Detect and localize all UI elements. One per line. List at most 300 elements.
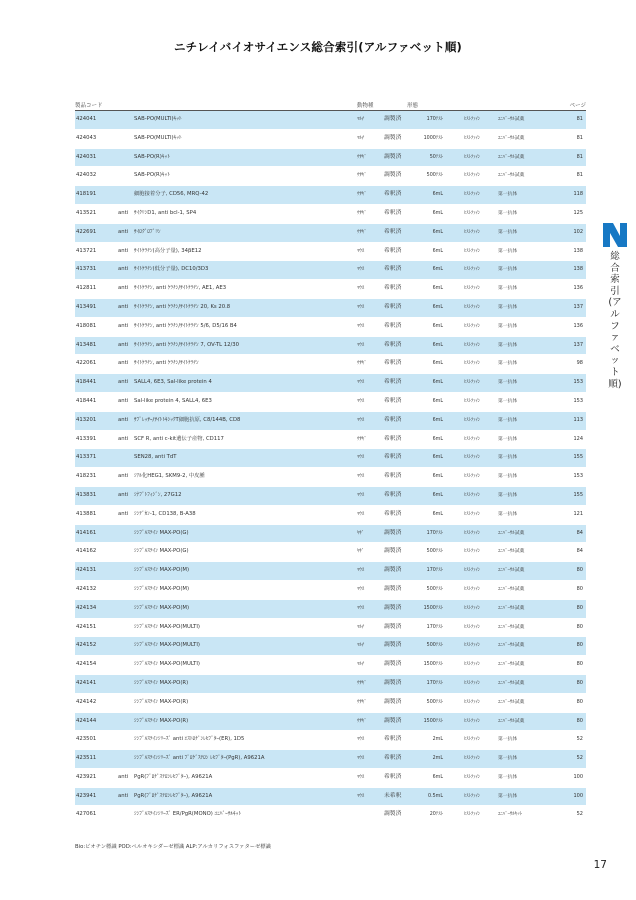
product-name: ｻｲｸﾘﾝD1, anti bcl-1, SP4: [134, 209, 197, 216]
amount: 500ﾃｽﾄ: [426, 173, 443, 179]
dilution-status: 調製済: [384, 134, 402, 141]
method: ﾋｽﾄﾌｧｲﾝ: [464, 342, 481, 348]
species: ﾏﾙﾁ: [357, 135, 365, 141]
anti-prefix: anti: [118, 473, 129, 480]
product-name: SAB-PO(MULTI)ｷｯﾄ: [134, 134, 182, 141]
page-ref: 80: [576, 661, 583, 668]
method: ﾋｽﾄﾌｧｲﾝ: [464, 248, 481, 254]
product-code: 422061: [76, 360, 97, 367]
species: ﾏｳｽ: [357, 605, 365, 611]
page-ref: 136: [573, 322, 583, 329]
method: ﾋｽﾄﾌｧｲﾝ: [464, 398, 481, 404]
anti-prefix: anti: [118, 773, 129, 780]
method: ﾋｽﾄﾌｧｲﾝ: [464, 286, 481, 292]
dilution-status: 希釈済: [384, 285, 402, 292]
product-name: ｻｲﾄｹﾗﾁﾝ, anti ｹﾗﾁﾝ/ｻｲﾄｹﾗﾁﾝ, AE1, AE3: [134, 285, 227, 292]
header-form: 形態: [407, 103, 419, 109]
dilution-status: 希釈済: [384, 360, 402, 367]
table-row: [75, 656, 586, 674]
anti-prefix: anti: [118, 228, 129, 235]
page-ref: 100: [573, 792, 583, 799]
table-row: [75, 769, 586, 787]
table-row: [75, 280, 586, 298]
product-name: ｻｲﾄｹﾗﾁﾝ, anti ｹﾗﾁﾝ/ｻｲﾄｹﾗﾁﾝ 20, Ks 20.8: [134, 303, 231, 310]
dilution-status: 希釈済: [384, 191, 402, 198]
method: ﾋｽﾄﾌｧｲﾝ: [464, 173, 481, 179]
product-code: 423511: [76, 755, 97, 762]
method: ﾋｽﾄﾌｧｲﾝ: [464, 117, 481, 122]
method: ﾋｽﾄﾌｧｲﾝ: [464, 624, 481, 630]
product-table: [75, 111, 586, 825]
table-row: [75, 713, 586, 731]
species: ﾔｷﾞ: [357, 530, 365, 536]
product-code: 413831: [76, 491, 97, 498]
table-row: [75, 431, 586, 449]
anti-prefix: anti: [118, 341, 129, 348]
method: ﾋｽﾄﾌｧｲﾝ: [464, 229, 481, 235]
method: ﾋｽﾄﾌｧｲﾝ: [464, 511, 481, 517]
product-code: 424141: [76, 679, 97, 686]
page-ref: 80: [576, 585, 583, 592]
product-code: 413201: [76, 416, 97, 423]
product-code: 424144: [76, 717, 97, 724]
product-name: ｻｲﾄｹﾗﾁﾝ, anti ｹﾗﾁﾝ/ｻｲﾄｹﾗﾁﾝ: [134, 360, 199, 367]
brand-logo-icon: [603, 223, 627, 247]
product-name: Sal-like protein 4, SALL4, 6E3: [134, 397, 212, 404]
page-ref: 52: [576, 755, 583, 762]
reagent-type: 第一抗体: [498, 267, 518, 273]
product-name: SAB-PO(R)ｷｯﾄ: [134, 172, 170, 179]
table-row: [75, 750, 586, 768]
product-name: ｼﾝﾌﾟﾙｽﾃｲﾝ MAX-PO(G): [134, 529, 189, 536]
dilution-status: 希釈済: [384, 228, 402, 235]
reagent-type: 第一抗体: [498, 474, 518, 480]
table-row: [75, 167, 586, 185]
amount: 6mL: [432, 417, 443, 423]
method: ﾋｽﾄﾌｧｲﾝ: [464, 756, 481, 762]
species: ｳｻｷﾞ: [357, 154, 367, 160]
amount: 500ﾃｽﾄ: [426, 549, 443, 555]
product-name: ｼﾝﾌﾟﾙｽﾃｲﾝ MAX-PO(MULTI): [134, 623, 200, 630]
dilution-status: 希釈済: [384, 247, 402, 254]
product-code: 413721: [76, 247, 97, 254]
header-page: ページ: [569, 103, 586, 109]
anti-prefix: anti: [118, 360, 129, 367]
dilution-status: 希釈済: [384, 755, 402, 762]
table-row: [75, 186, 586, 204]
product-code: 423921: [76, 773, 97, 780]
method: ﾋｽﾄﾌｧｲﾝ: [464, 680, 481, 686]
species: ﾏﾙﾁ: [357, 117, 365, 122]
product-code: 413371: [76, 454, 97, 461]
table-row: [75, 224, 586, 242]
header-code: 製品コード: [75, 103, 103, 109]
reagent-type: 第一抗体: [498, 774, 518, 780]
product-name: ｻｲﾄｹﾗﾁﾝ, anti ｹﾗﾁﾝ/ｻｲﾄｹﾗﾁﾝ 5/6, D5/16 B4: [134, 322, 237, 329]
reagent-type: ﾕﾆﾊﾞｰｻﾙ試薬: [498, 699, 525, 705]
amount: 6mL: [432, 455, 443, 461]
table-row: [75, 731, 586, 749]
dilution-status: 希釈済: [384, 322, 402, 329]
table-row: [75, 130, 586, 148]
page-ref: 80: [576, 698, 583, 705]
dilution-status: 希釈済: [384, 435, 402, 442]
reagent-type: 第一抗体: [498, 304, 518, 310]
reagent-type: ﾕﾆﾊﾞｰｻﾙ試薬: [498, 605, 525, 611]
reagent-type: ﾕﾆﾊﾞｰｻﾙ試薬: [498, 568, 525, 574]
amount: 50ﾃｽﾄ: [429, 154, 443, 160]
table-row: [75, 412, 586, 430]
page-ref: 80: [576, 623, 583, 630]
product-name: ｼﾝﾌﾟﾙｽﾃｲﾝｼﾘｰｽﾞ anti ｴｽﾄﾛｹﾞﾝﾚｾﾌﾟﾀｰ(ER), 1D5: [134, 736, 245, 743]
amount: 2mL: [432, 737, 443, 743]
dilution-status: 希釈済: [384, 379, 402, 386]
amount: 6mL: [432, 304, 443, 310]
product-code: 427061: [76, 811, 97, 818]
product-name: ｼﾝﾃﾞｶﾝ-1, CD138, B-A38: [134, 510, 196, 517]
dilution-status: 調製済: [384, 567, 402, 574]
method: ﾋｽﾄﾌｧｲﾝ: [464, 793, 481, 799]
species: ﾏｳｽ: [357, 586, 365, 592]
amount: 6mL: [432, 774, 443, 780]
table-row: [75, 675, 586, 693]
page-ref: 155: [573, 491, 583, 498]
method: ﾋｽﾄﾌｧｲﾝ: [464, 530, 481, 536]
anti-prefix: anti: [118, 209, 129, 216]
species: ｳｻｷﾞ: [357, 192, 367, 198]
dilution-status: 希釈済: [384, 341, 402, 348]
page-ref: 80: [576, 604, 583, 611]
amount: 170ﾃｽﾄ: [426, 680, 443, 686]
table-row: [75, 355, 586, 373]
table-row: [75, 393, 586, 411]
page-ref: 84: [576, 529, 583, 536]
product-code: 424041: [76, 116, 97, 122]
reagent-type: ﾕﾆﾊﾞｰｻﾙ試薬: [498, 173, 525, 179]
page-ref: 52: [576, 736, 583, 743]
amount: 170ﾃｽﾄ: [426, 624, 443, 630]
dilution-status: 希釈済: [384, 510, 402, 517]
product-name: ｻﾌﾟﾚｯｻｰ/ｻｲﾄﾄｷｼｯｸT細胞抗原, C8/144B, CD8: [134, 416, 241, 423]
page-ref: 81: [576, 172, 583, 179]
anti-prefix: anti: [118, 379, 129, 386]
reagent-type: 第一抗体: [498, 380, 518, 386]
reagent-type: ﾕﾆﾊﾞｰｻﾙ試薬: [498, 117, 525, 122]
method: ﾋｽﾄﾌｧｲﾝ: [464, 417, 481, 423]
dilution-status: 調製済: [384, 604, 402, 611]
product-name: 細胞接着分子, CD56, MRQ-42: [134, 191, 209, 198]
amount: 0.5mL: [428, 793, 443, 799]
page-number: 17: [593, 859, 607, 871]
page-ref: 81: [576, 116, 583, 122]
product-code: 424031: [76, 153, 97, 160]
dilution-status: 希釈済: [384, 397, 402, 404]
species: ﾏｳｽ: [357, 455, 365, 461]
product-name: ｻｲﾄｹﾗﾁﾝ(低分子量), DC10/3D3: [134, 266, 209, 273]
amount: 6mL: [432, 436, 443, 442]
anti-prefix: anti: [118, 416, 129, 423]
table-row: [75, 581, 586, 599]
product-code: 414162: [76, 548, 97, 555]
amount: 6mL: [432, 210, 443, 216]
product-name: ｼﾝﾌﾟﾙｽﾃｲﾝ MAX-PO(M): [134, 604, 190, 611]
amount: 1500ﾃｽﾄ: [423, 718, 443, 724]
reagent-type: 第一抗体: [498, 192, 518, 198]
amount: 170ﾃｽﾄ: [426, 568, 443, 574]
page-ref: 124: [573, 435, 583, 442]
product-code: 424131: [76, 567, 97, 574]
method: ﾋｽﾄﾌｧｲﾝ: [464, 474, 481, 480]
amount: 500ﾃｽﾄ: [426, 643, 443, 649]
page-ref: 138: [573, 266, 583, 273]
page-ref: 153: [573, 397, 583, 404]
product-code: 413391: [76, 435, 97, 442]
method: ﾋｽﾄﾌｧｲﾝ: [464, 267, 481, 273]
method: ﾋｽﾄﾌｧｲﾝ: [464, 718, 481, 724]
dilution-status: 希釈済: [384, 209, 402, 216]
species: ﾏｳｽ: [357, 737, 365, 743]
amount: 170ﾃｽﾄ: [426, 117, 443, 122]
species: ﾏﾙﾁ: [357, 662, 365, 668]
reagent-type: ﾕﾆﾊﾞｰｻﾙ試薬: [498, 530, 525, 536]
table-row: [75, 374, 586, 392]
product-code: 418231: [76, 473, 97, 480]
reagent-type: 第一抗体: [498, 323, 518, 329]
table-row: [75, 243, 586, 261]
anti-prefix: anti: [118, 397, 129, 404]
product-name: PgR(ﾌﾟﾛｹﾞｽﾃﾛﾝﾚｾﾌﾟﾀｰ), A9621A: [134, 773, 213, 780]
dilution-status: 調製済: [384, 172, 402, 179]
product-code: 418441: [76, 379, 97, 386]
amount: 6mL: [432, 492, 443, 498]
page-ref: 98: [576, 360, 583, 367]
species: ｳｻｷﾞ: [357, 229, 367, 235]
product-code: 424151: [76, 623, 97, 630]
table-row: [75, 694, 586, 712]
method: ﾋｽﾄﾌｧｲﾝ: [464, 361, 481, 367]
amount: 6mL: [432, 229, 443, 235]
method: ﾋｽﾄﾌｧｲﾝ: [464, 568, 481, 574]
product-name: ｼｱﾙ化HEG1, SKM9-2, 中皮腫: [134, 473, 205, 480]
method: ﾋｽﾄﾌｧｲﾝ: [464, 662, 481, 668]
product-code: 424142: [76, 698, 97, 705]
table-row: [75, 205, 586, 223]
species: ﾏｳｽ: [357, 267, 365, 273]
method: ﾋｽﾄﾌｧｲﾝ: [464, 135, 481, 141]
product-code: 424132: [76, 585, 97, 592]
method: ﾋｽﾄﾌｧｲﾝ: [464, 380, 481, 386]
product-name: ｼﾝﾌﾟﾙｽﾃｲﾝ MAX-PO(M): [134, 585, 190, 592]
anti-prefix: anti: [118, 285, 129, 292]
table-row: [75, 318, 586, 336]
product-name: ｼﾝﾌﾟﾙｽﾃｲﾝ MAX-PO(MULTI): [134, 661, 200, 668]
reagent-type: ﾕﾆﾊﾞｰｻﾙ試薬: [498, 680, 525, 686]
reagent-type: ﾕﾆﾊﾞｰｻﾙｷｯﾄ: [498, 812, 522, 818]
page-title: ニチレイバイオサイエンス総合索引(アルファベット順): [173, 40, 463, 54]
method: ﾋｽﾄﾌｧｲﾝ: [464, 643, 481, 649]
page-ref: 137: [573, 341, 583, 348]
species: ﾏｳｽ: [357, 756, 365, 762]
dilution-status: 希釈済: [384, 416, 402, 423]
species: ｳｻｷﾞ: [357, 699, 367, 705]
reagent-type: 第一抗体: [498, 342, 518, 348]
method: ﾋｽﾄﾌｧｲﾝ: [464, 812, 481, 818]
species: ｳｻｷﾞ: [357, 436, 367, 442]
page-ref: 80: [576, 642, 583, 649]
dilution-status: 調製済: [384, 811, 402, 818]
species: ﾏｳｽ: [357, 398, 365, 404]
table-row: [75, 506, 586, 524]
species: ｳｻｷﾞ: [357, 361, 367, 367]
dilution-status: 希釈済: [384, 491, 402, 498]
product-name: ｼﾝﾌﾟﾙｽﾃｲﾝ MAX-PO(MULTI): [134, 642, 200, 649]
product-name: ｻｲﾄｹﾗﾁﾝ, anti ｹﾗﾁﾝ/ｻｲﾄｹﾗﾁﾝ 7, OV-TL 12/30: [134, 341, 240, 348]
amount: 500ﾃｽﾄ: [426, 586, 443, 592]
product-code: 424152: [76, 642, 97, 649]
header-species: 動物種: [357, 103, 374, 109]
species: ｳｻｷﾞ: [357, 718, 367, 724]
product-name: ｼﾝﾌﾟﾙｽﾃｲﾝ MAX-PO(R): [134, 698, 189, 705]
product-name: ｼﾝﾌﾟﾙｽﾃｲﾝ MAX-PO(R): [134, 679, 189, 686]
anti-prefix: anti: [118, 510, 129, 517]
product-name: ｼﾝﾌﾟﾙｽﾃｲﾝｼﾘｰｽﾞ anti ﾌﾟﾛｹﾞｽﾃﾛﾝ ﾚｾﾌﾟﾀｰ(PgR), A9621A: [134, 755, 265, 762]
product-name: ｻｲﾛｸﾞﾛﾌﾞﾘﾝ: [134, 228, 161, 235]
product-name: PgR(ﾌﾟﾛｹﾞｽﾃﾛﾝﾚｾﾌﾟﾀｰ), A9621A: [134, 792, 213, 799]
anti-prefix: anti: [118, 303, 129, 310]
species: ﾏｳｽ: [357, 511, 365, 517]
table-row: [75, 468, 586, 486]
species: ﾔｷﾞ: [357, 549, 365, 555]
amount: 500ﾃｽﾄ: [426, 699, 443, 705]
reagent-type: ﾕﾆﾊﾞｰｻﾙ試薬: [498, 643, 525, 649]
reagent-type: 第一抗体: [498, 248, 518, 254]
table-row: [75, 543, 586, 561]
amount: 170ﾃｽﾄ: [426, 530, 443, 536]
reagent-type: 第一抗体: [498, 361, 518, 367]
page-ref: 100: [573, 773, 583, 780]
method: ﾋｽﾄﾌｧｲﾝ: [464, 586, 481, 592]
dilution-status: 調製済: [384, 717, 402, 724]
dilution-status: 未希釈: [384, 792, 402, 799]
table-row: [75, 449, 586, 467]
page-ref: 52: [576, 811, 583, 818]
product-name: SALL4, 6E3, Sal-like protein 4: [134, 379, 212, 386]
reagent-type: 第一抗体: [498, 756, 518, 762]
reagent-type: ﾕﾆﾊﾞｰｻﾙ試薬: [498, 624, 525, 630]
amount: 2mL: [432, 756, 443, 762]
anti-prefix: anti: [118, 247, 129, 254]
species: ｳｻｷﾞ: [357, 210, 367, 216]
method: ﾋｽﾄﾌｧｲﾝ: [464, 210, 481, 216]
reagent-type: 第一抗体: [498, 455, 518, 461]
species: ﾏｳｽ: [357, 793, 365, 799]
species: ﾏｳｽ: [357, 380, 365, 386]
product-name: SEN28, anti TdT: [134, 454, 177, 461]
amount: 6mL: [432, 267, 443, 273]
method: ﾋｽﾄﾌｧｲﾝ: [464, 192, 481, 198]
dilution-status: 調製済: [384, 698, 402, 705]
reagent-type: 第一抗体: [498, 511, 518, 517]
page-ref: 80: [576, 679, 583, 686]
product-code: 413481: [76, 341, 97, 348]
species: ﾏｳｽ: [357, 342, 365, 348]
product-name: ｼﾝﾌﾟﾙｽﾃｲﾝ MAX-PO(G): [134, 548, 189, 555]
product-name: ｼﾝﾌﾟﾙｽﾃｲﾝ MAX-PO(R): [134, 717, 189, 724]
amount: 6mL: [432, 398, 443, 404]
product-name: SCF R, anti c-kit遺伝子産物, CD117: [134, 435, 224, 442]
anti-prefix: anti: [118, 266, 129, 273]
table-row: [75, 600, 586, 618]
dilution-status: 調製済: [384, 529, 402, 536]
page-ref: 84: [576, 548, 583, 555]
page-ref: 80: [576, 567, 583, 574]
product-name: SAB-PO(R)ｷｯﾄ: [134, 153, 170, 160]
method: ﾋｽﾄﾌｧｲﾝ: [464, 492, 481, 498]
product-code: 424032: [76, 172, 97, 179]
dilution-status: 希釈済: [384, 266, 402, 273]
product-code: 414161: [76, 529, 97, 536]
product-name: ｼﾅﾌﾟﾄﾌｨｼﾞﾝ, 27G12: [134, 491, 182, 498]
dilution-status: 希釈済: [384, 454, 402, 461]
amount: 6mL: [432, 361, 443, 367]
species: ﾏｳｽ: [357, 417, 365, 423]
page-ref: 118: [573, 191, 583, 198]
page-ref: 113: [573, 416, 583, 423]
page-ref: 121: [573, 510, 583, 517]
reagent-type: 第一抗体: [498, 210, 518, 216]
product-code: 424134: [76, 604, 97, 611]
reagent-type: ﾕﾆﾊﾞｰｻﾙ試薬: [498, 586, 525, 592]
amount: 6mL: [432, 286, 443, 292]
table-row: [75, 261, 586, 279]
method: ﾋｽﾄﾌｧｲﾝ: [464, 436, 481, 442]
anti-prefix: anti: [118, 322, 129, 329]
reagent-type: ﾕﾆﾊﾞｰｻﾙ試薬: [498, 135, 525, 141]
page-ref: 81: [576, 153, 583, 160]
amount: 6mL: [432, 474, 443, 480]
product-code: 424154: [76, 661, 97, 668]
table-row: [75, 788, 586, 806]
page-ref: 125: [573, 209, 583, 216]
species: ﾏﾙﾁ: [357, 643, 365, 649]
dilution-status: 調製済: [384, 661, 402, 668]
product-code: 424043: [76, 134, 97, 141]
dilution-status: 調製済: [384, 153, 402, 160]
species: ﾏｳｽ: [357, 568, 365, 574]
page-ref: 137: [573, 303, 583, 310]
anti-prefix: anti: [118, 792, 129, 799]
product-code: 413881: [76, 510, 97, 517]
product-name: SAB-PO(MULTI)ｷｯﾄ: [134, 116, 182, 122]
reagent-type: ﾕﾆﾊﾞｰｻﾙ試薬: [498, 154, 525, 160]
method: ﾋｽﾄﾌｧｲﾝ: [464, 737, 481, 743]
product-code: 418441: [76, 397, 97, 404]
anti-prefix: anti: [118, 435, 129, 442]
method: ﾋｽﾄﾌｧｲﾝ: [464, 154, 481, 160]
amount: 1000ﾃｽﾄ: [423, 135, 443, 141]
product-code: 413731: [76, 266, 97, 273]
product-code: 423941: [76, 792, 97, 799]
table-row: [75, 487, 586, 505]
method: ﾋｽﾄﾌｧｲﾝ: [464, 699, 481, 705]
amount: 6mL: [432, 380, 443, 386]
method: ﾋｽﾄﾌｧｲﾝ: [464, 304, 481, 310]
method: ﾋｽﾄﾌｧｲﾝ: [464, 455, 481, 461]
dilution-status: 調製済: [384, 642, 402, 649]
table-row: [75, 619, 586, 637]
product-name: ｻｲﾄｹﾗﾁﾝ(高分子量), 34βE12: [134, 247, 202, 254]
amount: 6mL: [432, 248, 443, 254]
